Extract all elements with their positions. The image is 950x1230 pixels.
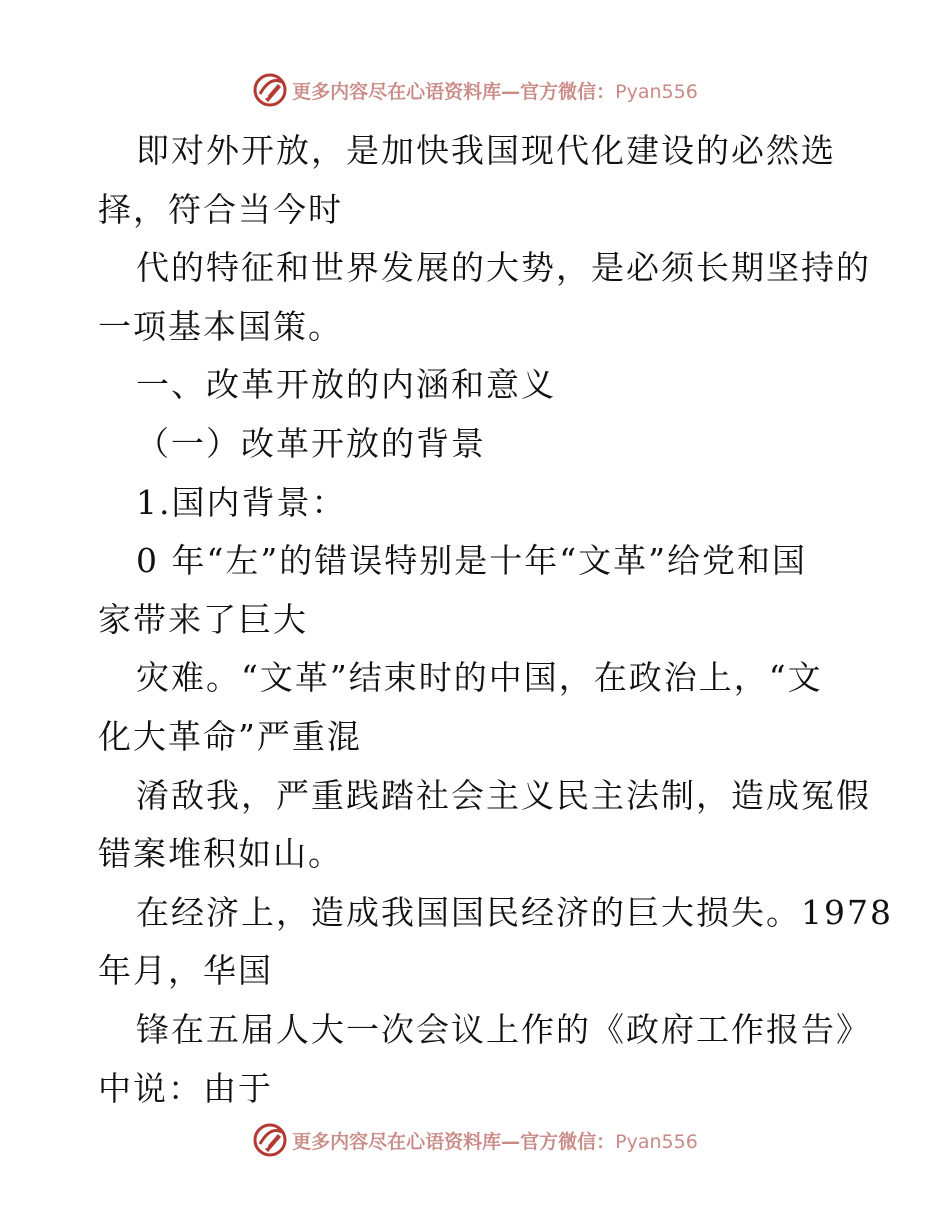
text-line: 代的特征和世界发展的大势，是必须长期坚持的 [136, 248, 871, 288]
text-line: 1.国内背景： [136, 482, 347, 522]
text-line: 一项基本国策。 [98, 306, 343, 346]
text-line: 错案堆积如山。 [98, 834, 343, 874]
text-line: 中说：由于 [98, 1068, 273, 1108]
text-line: 择，符合当今时 [98, 189, 343, 229]
text-line: （一）改革开放的背景 [136, 423, 486, 463]
text-line: 锋在五届人大一次会议上作的《政府工作报告》 [136, 1009, 871, 1049]
pen-logo-icon [252, 72, 288, 108]
pen-logo-icon [252, 1122, 288, 1158]
text-line: 化大革命”严重混 [98, 716, 362, 756]
text-line: 在经济上，造成我国国民经济的巨大损失。1978 [136, 892, 893, 932]
text-line: 即对外开放，是加快我国现代化建设的必然选 [136, 131, 836, 170]
text-line: 一、改革开放的内涵和意义 [136, 365, 556, 405]
text-line: 灾难。“文革”结束时的中国，在政治上，“文 [136, 658, 823, 698]
header-banner-text: 更多内容尽在心语资料库—官方微信：Pyan556 [292, 80, 698, 103]
header-banner [0, 70, 950, 110]
text-line: 0 年“左”的错误特别是十年“文革”给党和国 [136, 541, 807, 581]
footer-banner-text: 更多内容尽在心语资料库—官方微信：Pyan556 [292, 1130, 698, 1153]
footer-banner [0, 1120, 950, 1160]
text-line: 淆敌我，严重践踏社会主义民主法制，造成冤假 [136, 775, 871, 815]
document-body [98, 122, 893, 1118]
text-line: 年月，华国 [98, 951, 273, 991]
text-line: 家带来了巨大 [98, 599, 308, 639]
